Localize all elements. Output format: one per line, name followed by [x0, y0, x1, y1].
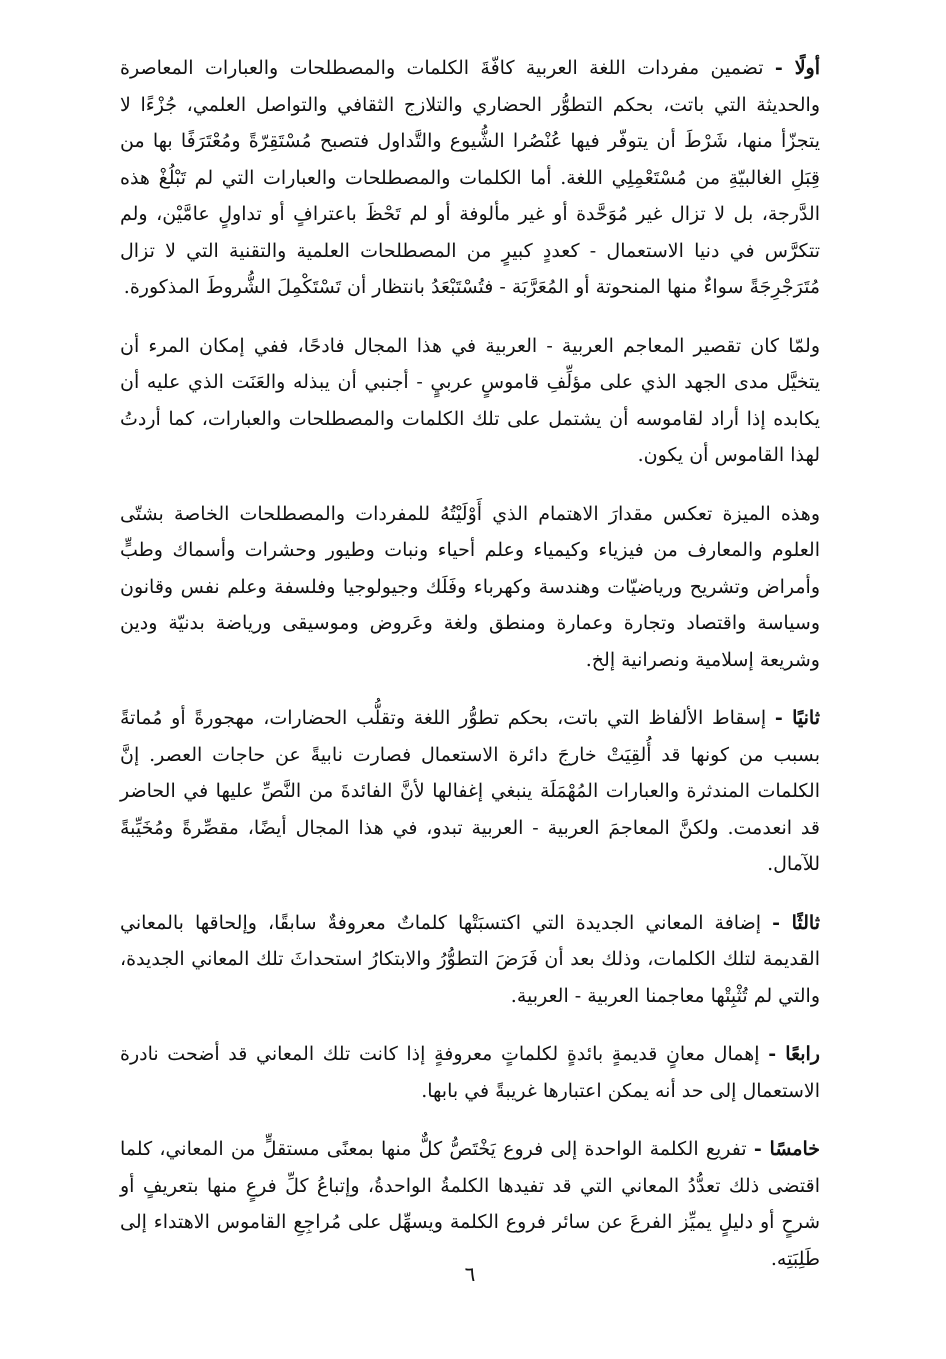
paragraph-arabic-dictionaries	[120, 328, 820, 474]
paragraph-lead: أولًا -	[774, 57, 820, 79]
paragraph-sciences	[120, 496, 820, 679]
paragraph-fourth-point	[120, 1036, 820, 1109]
paragraph-text: ولمّا كان تقصير المعاجم العربية - العربية في هذا المجال فادحًا، ففي إمكان المرء أن يتخيَّل مدى الجهد الذي على مؤلِّفِ قاموسٍ عربيٍ - أجنبي أن يبذله والعَنَت الذي عليه أن يكابده إذا أراد لقاموسه أن يشتمل على تلك الكلمات والمصطلحات والعبارات، كما أردتُ لهذا القاموس أن يكون.	[120, 334, 820, 466]
paragraph-third-point	[120, 905, 820, 1015]
paragraph-text: تضمين مفردات اللغة العربية كافّةَ الكلمات والمصطلحات والعبارات المعاصرة والحديثة التي باتت، بحكم التطوُّر الحضاري والتلازج الثقافي والتواصل العلمي، جُزْءًا لا يتجزّأ منها، شَرْطَ أن يتوفّر فيها عُنْصُرا الشُّيوع والتَّداول فتصبح مُسْتَقِرّةً ومُعْتَرَفًا بها من قِبَلِ الغالبيّةِ من مُسْتَعْمِلِي اللغة. أما الكلمات والمصطلحات والعبارات التي لم تَبْلُغْ هذه الدَّرجة، بل لا تزال غير مُوَحَّدة أو غير مألوفة أو لم تَحْظَ باعترافٍ أو تداولٍ عامَّيْن، ولم تتكرَّس في دنيا الاستعمال - كعددٍ كبيرٍ من المصطلحات العلمية والتقنية التي لا تزال مُتَرَجْرِجَةً سواءٌ منها المنحوتة أو المُعَرَّبَة - فتُسْتَبْعَدُ بانتظار أن تَسْتَكْمِلَ الشُّروطَ المذكورة.	[120, 57, 820, 298]
page-number: ٦	[464, 1262, 476, 1286]
paragraph-text: إهمال معانٍ قديمةٍ بائدةٍ لكلماتٍ معروفةٍ إذا كانت تلك المعاني قد أضحت نادرة الاستعمال إلى حد أنه يمكن اعتبارها غريبةً في بابها.	[120, 1043, 820, 1102]
paragraph-first-point	[120, 50, 820, 306]
paragraph-lead: ثالثًا -	[772, 911, 820, 934]
paragraph-second-point	[120, 700, 820, 883]
document-page	[120, 50, 820, 1300]
paragraph-lead: ثانيًا -	[774, 707, 820, 729]
paragraph-text: إضافة المعاني الجديدة التي اكتسبَتْها كلماتٌ معروفةٌ سابقًا، وإلحاقها بالمعاني القديمة لتلك الكلمات، وذلك بعد أن فَرَضَ التطوُّرُ والابتكارُ استحداثَ تلك المعاني الجديدة، والتي لم تُثْبِتْها معاجمنا العربية - العربية.	[120, 911, 820, 1007]
paragraph-lead: خامسًا -	[753, 1138, 820, 1160]
paragraph-text: إسقاط الألفاظ التي باتت، بحكم تطوُّر اللغة وتقلُّب الحضارات، مهجورةً أو مُماتةً بسبب من كونها قد أُلقِيَتْ خارجَ دائرة الاستعمال فصارت نابيةً عن حاجات العصر. إنَّ الكلمات المندثرة والعبارات المُهْمَلَة ينبغي إغفالها لأنَّ الفائدةَ من النَّصِّ عليها في الحاضر قد انعدمت. ولكنَّ المعاجمَ العربية - العربية تبدو، في هذا المجال أيضًا، مقصِّرةً ومُخَيِّبةً للآمال.	[120, 707, 820, 875]
paragraph-lead: رابعًا -	[768, 1043, 820, 1065]
paragraph-fifth-point	[120, 1131, 820, 1277]
paragraph-text: وهذه الميزة تعكس مقدارَ الاهتمام الذي أَوْلَيْتُهُ للمفردات والمصطلحات الخاصة بشتّى العلوم والمعارف من فيزياء وكيمياء وعلم أحياء ونبات وطيور وحشرات وأسماك وطبٍّ وأمراض وتشريح ورياضيّات وهندسة وكهرباء وفَلَك وجيولوجيا وفلسفة وعلم نفس وقانون وسياسة واقتصاد وتجارة وعمارة ومنطق ولغة وعَروض وموسيقى ورياضة بدنيّة ودين وشريعة إسلامية ونصرانية إلخ.	[120, 502, 820, 671]
paragraph-text: تفريع الكلمة الواحدة إلى فروع يَخْتَصُّ كلٌّ منها بمعنًى مستقلٍّ من المعاني، كلما اقتضى ذلك تعدُّدُ المعاني التي قد تفيدها الكلمةُ الواحدةُ، وإتباعُ كلِّ فرعٍ منها بتعريفٍ أو شرحٍ أو دليلٍ يميِّز الفرعَ عن سائر فروع الكلمة ويسهِّل على مُراجِعِ القاموس الاهتداء إلى طَلِبَتِه.	[120, 1138, 820, 1270]
